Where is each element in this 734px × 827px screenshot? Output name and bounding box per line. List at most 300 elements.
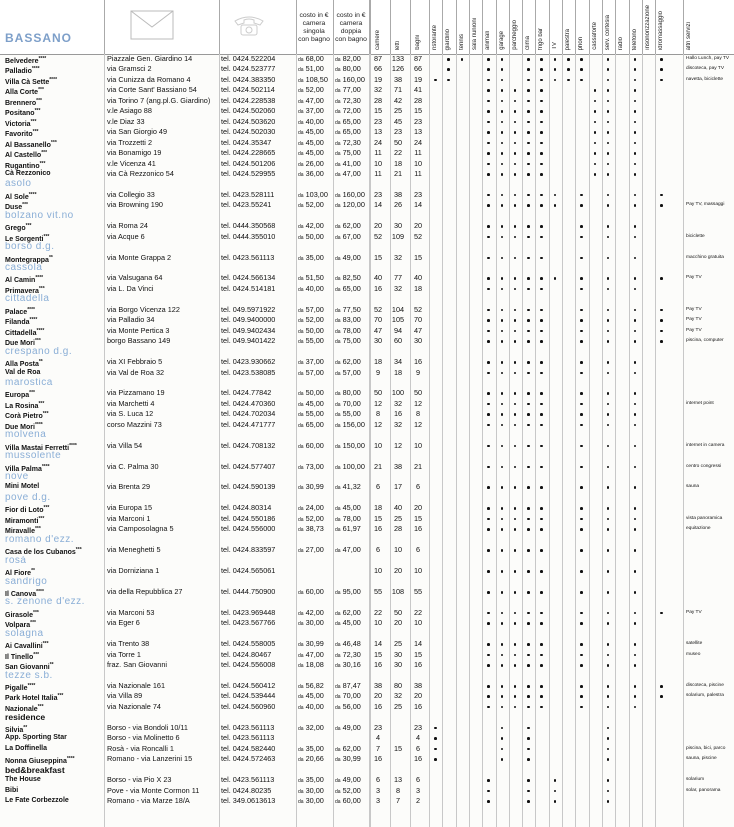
amenity-dot xyxy=(501,142,504,145)
amenity-dot xyxy=(501,664,504,667)
hotel-phone: tel. 0423.561113 xyxy=(221,775,275,785)
amenity-dot xyxy=(487,131,490,134)
price-single: da 35,00 xyxy=(298,775,324,785)
header-divider xyxy=(629,0,630,54)
star-rating: *** xyxy=(38,87,44,94)
hotel-address: via Palladio 34 xyxy=(107,315,155,325)
amenity-dot xyxy=(487,79,490,82)
hotel-name-text: Favorito xyxy=(5,131,33,139)
header-divider xyxy=(549,0,550,54)
hotel-phone: tel. 0424.228538 xyxy=(221,95,276,105)
price-double: da 83,00 xyxy=(335,315,361,325)
price-prefix: da xyxy=(335,704,341,711)
baths-count: 20 xyxy=(413,691,423,701)
amenity-dot xyxy=(514,372,517,375)
price-prefix: da xyxy=(298,119,304,126)
hotel-phone: tel. 0424.577407 xyxy=(221,461,276,471)
amenity-dot xyxy=(527,518,530,521)
amenity-dot xyxy=(501,194,504,197)
beds-count: 45 xyxy=(393,116,403,126)
amenity-dot xyxy=(514,695,517,698)
amenity-dot xyxy=(514,549,517,552)
hotel-name-text: Alla Posta xyxy=(5,361,39,369)
price-double: da 75,00 xyxy=(335,336,361,346)
hotel-phone: tel. 0423.561113 xyxy=(221,733,275,743)
amenity-dot xyxy=(540,131,543,134)
header-divider xyxy=(615,0,616,54)
rooms-count: 22 xyxy=(373,607,383,617)
amenity-dot xyxy=(527,643,530,646)
star-rating: *** xyxy=(34,108,41,115)
amenity-dot xyxy=(580,330,583,333)
amenity-dot xyxy=(607,507,610,510)
amenity-dot xyxy=(514,110,517,113)
price-double: da 156,00 xyxy=(335,419,365,429)
baths-count: 6 xyxy=(415,775,421,785)
header-divider xyxy=(296,0,297,54)
baths-count: 50 xyxy=(413,388,423,398)
hotel-name-text: Bibi xyxy=(5,786,19,794)
amenity-dot xyxy=(501,68,504,71)
hotel-name xyxy=(5,786,101,796)
other-services: internet point xyxy=(686,400,714,406)
hotel-row xyxy=(0,368,734,378)
amenity-dot xyxy=(527,361,530,364)
hotel-phone: tel. 0423.567766 xyxy=(221,618,276,628)
amenity-dot xyxy=(487,152,490,155)
amenity-dot xyxy=(527,424,530,427)
amenity-dot xyxy=(527,591,530,594)
star-rating: **** xyxy=(36,588,44,595)
hotel-phone: tel. 0424.560960 xyxy=(221,701,276,711)
baths-count: 12 xyxy=(413,419,423,429)
amenity-dot xyxy=(527,277,530,280)
town-name: rosà xyxy=(5,555,27,566)
amenity-dot xyxy=(487,340,490,343)
amenity-dot xyxy=(540,507,543,510)
price-single: da 50,00 xyxy=(298,325,324,335)
amenity-dot xyxy=(634,570,637,573)
amenity-dot xyxy=(634,695,637,698)
star-rating: ** xyxy=(38,359,43,366)
amenity-dot xyxy=(527,152,530,155)
price-single: da 52,00 xyxy=(298,513,324,523)
hotel-row xyxy=(0,608,734,618)
amenity-dot xyxy=(580,236,583,239)
other-services: satellite xyxy=(686,641,703,647)
amenity-dot xyxy=(634,236,637,239)
hotel-row xyxy=(0,169,734,179)
other-services: Hallo Lunch, pay TV xyxy=(686,56,730,61)
star-rating: *** xyxy=(33,651,40,658)
star-rating: **** xyxy=(27,306,35,313)
star-rating: *** xyxy=(57,693,64,700)
amenity-dot xyxy=(514,173,517,176)
price-prefix: da xyxy=(298,286,304,293)
other-services: discoteca, piscine xyxy=(686,683,724,688)
price-single: da 47,00 xyxy=(298,649,324,659)
amenity-dot xyxy=(634,528,637,531)
amenity-dot xyxy=(434,758,437,761)
hotel-name-text: Grego xyxy=(5,225,26,233)
hotel-phone: tel. 0424.470360 xyxy=(221,398,276,408)
hotel-name-text: Casa de los Cubanos xyxy=(5,549,76,557)
hotel-name-text: Miramonti xyxy=(5,517,39,525)
price-prefix: da xyxy=(335,391,341,398)
rooms-count: 6 xyxy=(375,482,381,492)
amenity-dot xyxy=(501,685,504,688)
price-double: da 45,00 xyxy=(335,618,361,628)
hotel-address: via Torre 1 xyxy=(107,649,141,659)
amenity-dot xyxy=(527,528,530,531)
star-rating: **** xyxy=(49,76,58,83)
hotel-row xyxy=(0,566,734,576)
rooms-count: 66 xyxy=(373,64,383,74)
hotel-name-text: Mini Motel xyxy=(5,483,40,491)
hotel-row xyxy=(0,399,734,409)
star-rating: **** xyxy=(36,327,45,334)
hotel-name-text: Nonna Giuseppina xyxy=(5,758,67,766)
beds-count: 94 xyxy=(393,325,403,335)
price-single: da 30,00 xyxy=(298,785,324,795)
amenity-dot xyxy=(527,507,530,510)
amenity-dot xyxy=(607,225,610,228)
rooms-count: 40 xyxy=(373,273,383,283)
other-services: solarium xyxy=(686,777,705,783)
hotel-address: via Trento 38 xyxy=(107,639,150,649)
town-name: sandrigo xyxy=(5,576,48,587)
amenity-dot xyxy=(580,257,583,260)
price-single: da 18,08 xyxy=(298,660,324,670)
price-single: da 51,50 xyxy=(298,273,324,283)
amenity-dot xyxy=(607,654,610,657)
rooms-count: 18 xyxy=(373,357,383,367)
amenity-dot xyxy=(527,330,530,333)
hotel-row xyxy=(0,138,734,148)
baths-count: 22 xyxy=(413,607,423,617)
price-single: da 40,00 xyxy=(298,283,324,293)
hotel-name-text: Al Fiore xyxy=(5,570,32,578)
hotel-name-text: Fior di Loto xyxy=(5,507,44,515)
amenity-dot xyxy=(540,654,543,657)
hotel-name-text: Al Camin xyxy=(5,277,36,285)
amenity-dot xyxy=(594,142,597,145)
amenity-dot xyxy=(447,79,450,82)
amenity-dot xyxy=(487,790,490,793)
amenity-dot xyxy=(461,58,464,61)
amenity-dot xyxy=(514,413,517,416)
amenity-dot xyxy=(527,110,530,113)
amenity-dot xyxy=(514,89,517,92)
rooms-count: 7 xyxy=(375,743,381,753)
town-section-heading xyxy=(0,347,734,357)
amenity-dot xyxy=(540,445,543,448)
hotel-row xyxy=(0,733,734,743)
price-prefix: da xyxy=(298,443,304,450)
star-rating: **** xyxy=(69,442,77,449)
beds-count: 109 xyxy=(391,231,405,241)
header-divider xyxy=(509,0,510,54)
baths-count: 47 xyxy=(413,325,423,335)
price-prefix: da xyxy=(298,485,304,492)
beds-count: 32 xyxy=(393,283,403,293)
hotel-name-text: Il Tinello xyxy=(5,653,34,661)
town-section-heading xyxy=(0,430,734,440)
baths-count: 14 xyxy=(413,200,423,210)
amenity-dot xyxy=(501,225,504,228)
rooms-count: 21 xyxy=(373,461,383,471)
amenity-dot xyxy=(487,163,490,166)
amenity-dot xyxy=(540,204,543,207)
amenity-dot xyxy=(634,110,637,113)
price-single: da 38,73 xyxy=(298,524,324,534)
price-prefix: da xyxy=(335,464,341,471)
hotel-row xyxy=(0,796,734,806)
price-single: da 52,00 xyxy=(298,200,324,210)
hotel-address: via Marchetti 4 xyxy=(107,398,155,408)
amenity-dot xyxy=(501,58,504,61)
price-double-header: costo in € camera doppia con bagno xyxy=(335,12,367,43)
hotel-name-text: Girasole xyxy=(5,611,34,619)
amenity-dot xyxy=(634,100,637,103)
category-heading xyxy=(0,712,734,722)
header-divider xyxy=(429,0,430,54)
price-prefix: da xyxy=(335,234,341,241)
category-heading xyxy=(0,765,734,775)
hotel-address: v.le Vicenza 41 xyxy=(107,158,156,168)
price-double: da 62,00 xyxy=(335,607,361,617)
price-single: da 45,00 xyxy=(298,148,324,158)
beds-count: 30 xyxy=(393,660,403,670)
star-rating: *** xyxy=(38,515,45,522)
price-double: da 45,00 xyxy=(335,503,361,513)
hotel-address: via Marconi 1 xyxy=(107,513,151,523)
amenity-dot xyxy=(501,591,504,594)
price-prefix: da xyxy=(298,778,304,785)
baths-count: 55 xyxy=(413,586,423,596)
amenity-dot xyxy=(487,58,490,61)
baths-count: 16 xyxy=(413,660,423,670)
amenity-dot xyxy=(634,319,637,322)
price-prefix: da xyxy=(335,757,341,764)
price-double: da 65,00 xyxy=(335,127,361,137)
price-double: da 41,32 xyxy=(335,482,361,492)
hotel-row xyxy=(0,232,734,242)
beds-count: 13 xyxy=(393,775,403,785)
rooms-count: 10 xyxy=(373,618,383,628)
baths-count: 30 xyxy=(413,336,423,346)
baths-count: 18 xyxy=(413,283,423,293)
amenity-dot xyxy=(487,110,490,113)
amenity-dot xyxy=(487,695,490,698)
amenity-dot xyxy=(634,173,637,176)
amenity-dot xyxy=(607,236,610,239)
amenity-dot xyxy=(607,727,610,730)
price-single: da 55,00 xyxy=(298,409,324,419)
hotel-row xyxy=(0,681,734,691)
amenity-dot xyxy=(540,319,543,322)
amenity-dot xyxy=(514,486,517,489)
amenity-dot xyxy=(540,361,543,364)
beds-count: 133 xyxy=(391,54,405,63)
amenity-dot xyxy=(501,622,504,625)
hotel-address: via Europa 15 xyxy=(107,503,153,513)
amenity-dot xyxy=(527,372,530,375)
price-double: da 78,00 xyxy=(335,325,361,335)
beds-count: 23 xyxy=(393,127,403,137)
rooms-count: 24 xyxy=(373,137,383,147)
hotel-name-text: Miravalle xyxy=(5,528,35,536)
amenity-dot xyxy=(594,131,597,134)
amenity-dot xyxy=(487,142,490,145)
amenity-dot xyxy=(501,654,504,657)
amenity-dot xyxy=(634,706,637,709)
amenity-dot xyxy=(527,612,530,615)
hotel-row xyxy=(0,388,734,398)
amenity-dot xyxy=(527,58,530,61)
amenity-dot xyxy=(580,664,583,667)
amenity-dot xyxy=(501,319,504,322)
amenity-dot xyxy=(580,392,583,395)
amenity-dot xyxy=(594,173,597,176)
amenity-dot xyxy=(540,225,543,228)
baths-count: 4 xyxy=(415,733,421,743)
hotel-phone: tel. 0424.522204 xyxy=(221,54,276,63)
amenity-dot xyxy=(501,466,504,469)
amenity-dot xyxy=(501,695,504,698)
hotel-name xyxy=(5,775,101,785)
column-header: idromassaggio xyxy=(658,10,665,50)
amenity-dot xyxy=(434,748,437,751)
town-section-heading xyxy=(0,577,734,587)
amenity-dot xyxy=(514,194,517,197)
price-prefix: da xyxy=(298,77,304,84)
amenity-dot xyxy=(527,486,530,489)
price-single: da 45,00 xyxy=(298,691,324,701)
price-prefix: da xyxy=(335,130,341,137)
baths-count: 19 xyxy=(413,74,423,84)
rooms-count: 16 xyxy=(373,283,383,293)
beds-count: 26 xyxy=(393,200,403,210)
price-double: da 95,00 xyxy=(335,586,361,596)
star-rating: *** xyxy=(75,547,82,554)
amenity-dot xyxy=(580,79,583,82)
star-rating: **** xyxy=(29,317,38,324)
star-rating: *** xyxy=(32,129,39,136)
beds-count: 25 xyxy=(393,513,403,523)
rooms-count: 19 xyxy=(373,74,383,84)
rooms-count: 6 xyxy=(375,775,381,785)
price-prefix: da xyxy=(298,610,304,617)
page-title: BASSANO xyxy=(5,31,73,45)
amenity-dot xyxy=(487,225,490,228)
hotel-name-text: Brennero xyxy=(5,99,37,107)
hotel-phone: tel. 0424.80467 xyxy=(221,649,272,659)
amenity-dot xyxy=(501,549,504,552)
column-header: garage xyxy=(498,31,505,50)
amenity-dot xyxy=(580,58,583,61)
price-double: da 47,00 xyxy=(335,168,361,178)
other-services: vista panoramica xyxy=(686,515,723,521)
rooms-count: 15 xyxy=(373,106,383,116)
price-double: da 78,00 xyxy=(335,513,361,523)
town-name: romano d'ezz. xyxy=(5,534,74,545)
hotel-address: via Camposolagna 5 xyxy=(107,524,174,534)
hotel-phone: tel. 0423.528111 xyxy=(221,189,275,199)
hotel-phone: tel. 0423.561113 xyxy=(221,252,275,262)
amenity-dot xyxy=(487,121,490,124)
price-prefix: da xyxy=(298,788,304,795)
header-divider xyxy=(535,0,536,54)
amenity-dot xyxy=(487,330,490,333)
rooms-count: 10 xyxy=(373,158,383,168)
amenity-dot xyxy=(634,288,637,291)
price-single: da 24,00 xyxy=(298,503,324,513)
amenity-dot xyxy=(514,340,517,343)
amenity-dot xyxy=(527,225,530,228)
baths-count: 6 xyxy=(415,743,421,753)
amenity-dot xyxy=(607,288,610,291)
amenity-dot xyxy=(514,257,517,260)
amenity-dot xyxy=(554,790,557,793)
hotel-phone: tel. 049.9401422 xyxy=(221,336,276,346)
amenity-dot xyxy=(607,131,610,134)
town-section-heading xyxy=(0,263,734,273)
baths-count: 15 xyxy=(413,513,423,523)
star-rating: ** xyxy=(49,662,54,669)
amenity-dot xyxy=(487,236,490,239)
amenity-dot xyxy=(634,403,637,406)
amenity-dot xyxy=(540,257,543,260)
amenity-dot xyxy=(634,486,637,489)
price-prefix: da xyxy=(298,548,304,555)
amenity-dot xyxy=(540,236,543,239)
price-single: da 103,00 xyxy=(298,189,328,199)
price-single: da 27,00 xyxy=(298,545,324,555)
amenity-dot xyxy=(501,570,504,573)
amenity-dot xyxy=(634,413,637,416)
price-double: da 82,50 xyxy=(335,273,361,283)
rooms-count: 23 xyxy=(373,722,383,732)
price-single: da 45,00 xyxy=(298,398,324,408)
price-single-header: costo in € camera singola con bagno xyxy=(298,12,330,43)
price-prefix: da xyxy=(335,119,341,126)
beds-count: 25 xyxy=(393,106,403,116)
amenity-dot xyxy=(634,507,637,510)
beds-count: 38 xyxy=(393,74,403,84)
amenity-dot xyxy=(607,685,610,688)
price-double: da 70,00 xyxy=(335,691,361,701)
price-double: da 100,00 xyxy=(335,461,365,471)
amenity-dot xyxy=(634,194,637,197)
amenity-dot xyxy=(634,79,637,82)
star-rating: **** xyxy=(28,191,37,198)
amenity-dot xyxy=(607,748,610,751)
price-double: da 62,00 xyxy=(335,221,361,231)
amenity-dot xyxy=(607,591,610,594)
baths-count: 41 xyxy=(413,85,423,95)
rooms-count: 38 xyxy=(373,681,383,690)
baths-count: 11 xyxy=(414,168,422,178)
price-double: da 49,00 xyxy=(335,722,361,732)
amenity-dot xyxy=(527,403,530,406)
hotel-phone: tel. 0444.350568 xyxy=(221,221,276,231)
price-prefix: da xyxy=(335,151,341,158)
rooms-count: 16 xyxy=(373,660,383,670)
star-rating: *** xyxy=(43,505,50,512)
hotel-address: via Marconi 53 xyxy=(107,607,155,617)
price-single: da 26,00 xyxy=(298,158,324,168)
